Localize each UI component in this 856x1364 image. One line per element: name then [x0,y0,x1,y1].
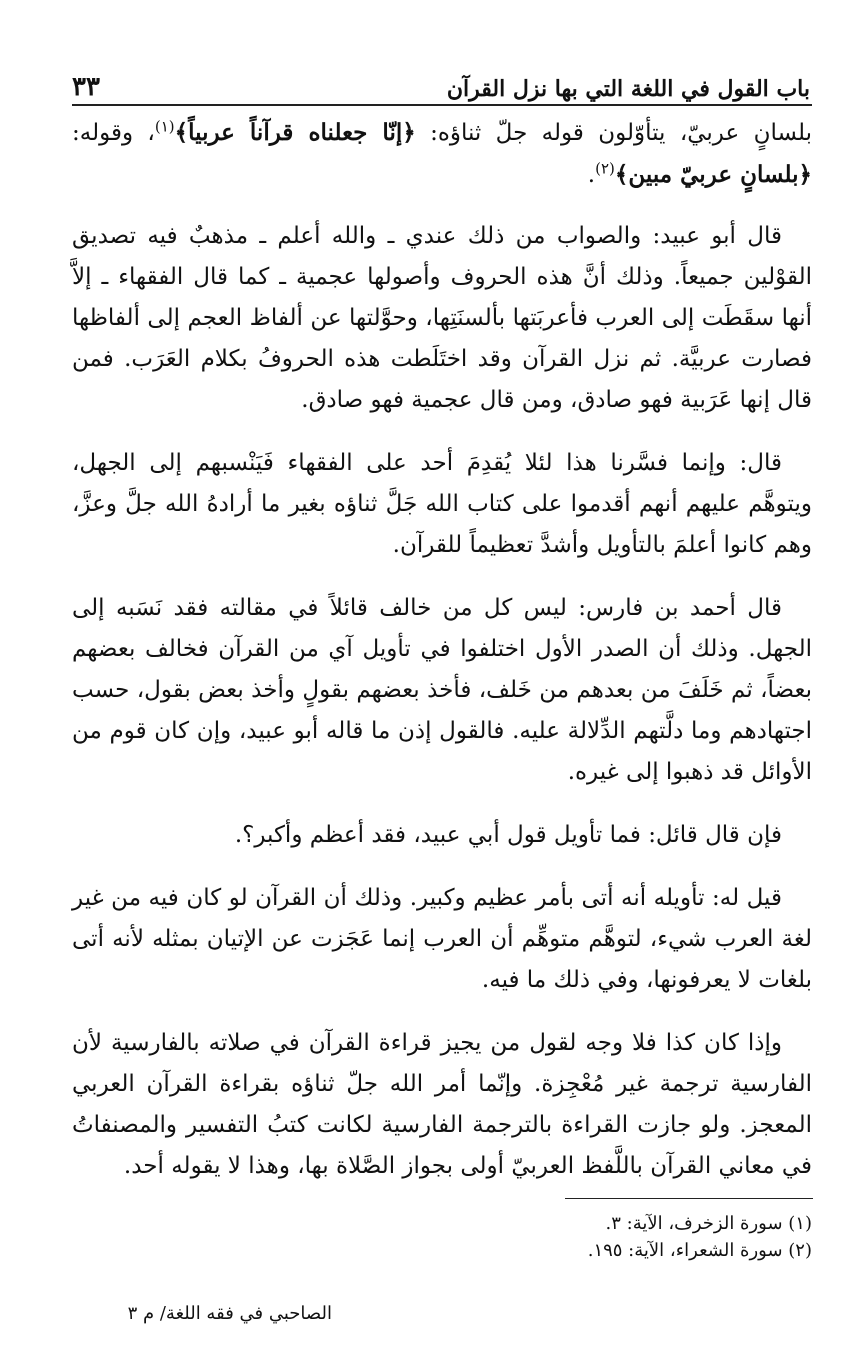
paragraph: قيل له: تأويله أنه أتى بأمر عظيم وكبير. وذلك أن القرآن لو كان فيه من غير لغة العرب شيء، لتوهَّم متوهِّم أن العرب إنما عَجَزت عن الإتيان بمثله لأنه أتى بلغات لا يعرفونها، وفي ذلك ما فيه. [72,885,812,993]
footnote: (١) سورة الزخرف، الآية: ٣. [605,1213,812,1234]
footnote: (٢) سورة الشعراء، الآية: ١٩٥. [587,1240,812,1261]
paragraph [72,112,812,196]
paragraph: قال: وإنما فسَّرنا هذا لئلا يُقدِمَ أحد على الفقهاء فَيَنْسبهم إلى الجهل، ويتوهَّم عليهم أنهم أقدموا على كتاب الله جَلَّ ثناؤه بغير ما أرادهُ الله جلَّ وعزَّ، وهم كانوا أعلمَ بالتأويل وأشدَّ تعظيماً للقرآن. [72,450,812,558]
paragraph: فإن قال قائل: فما تأويل قول أبي عبيد، فقد أعظم وأكبر؟. [234,822,782,848]
paragraph: قال أبو عبيد: والصواب من ذلك عندي ـ والله أعلم ـ مذهبٌ فيه تصديق القوْلين جميعاً. وذلك أنَّ هذه الحروف وأصولها عجمية ـ كما قال الفقهاء ـ إلاَّ أنها سقَطَت إلى العرب فأعربَتها بألسنَتِها، وحوَّلتها عن ألفاظ العجم إلى ألفاظها فصارت عربيَّة. ثم نزل القرآن وقد اختَلَطت هذه الحروفُ بكلام العَرَب. فمن قال إنها عَرَبية فهو صادق، ومن قال عجمية فهو صادق. [72,223,812,413]
page-number: ٣٣ [72,72,100,102]
footnotes [72,1210,812,1264]
running-title: باب القول في اللغة التي بها نزل القرآن [446,76,810,102]
text-run: ، وقوله: [72,120,155,146]
header-rule [72,104,812,106]
footnote-ref: (٢) [595,159,615,178]
footnote-ref: (١) [154,117,175,136]
text-run: بلسانٍ عربيّ، يتأوّلون قوله جلّ ثناؤه: [415,120,813,146]
footnote-rule [565,1198,813,1199]
paragraph: قال أحمد بن فارس: ليس كل من خالف قائلاً في مقالته فقد نَسَبه إلى الجهل. وذلك أن الصدر الأول اختلفوا في تأويل آي من القرآن فخالف بعضهم بعضاً، ثم خَلَفَ من بعدهم من خَلف، فأخذ بعضهم بقولٍ وأخذ بعض بقول، حسب اجتهادهم وما دلَّتهم الدِّلالة عليه. فالقول إذن ما قاله أبو عبيد، وإن كان قوم من الأوائل قد ذهبوا إلى غيره. [72,595,812,785]
paragraph: وإذا كان كذا فلا وجه لقول من يجيز قراءة القرآن في صلاته بالفارسية لأن الفارسية ترجمة غير مُعْجِزة. وإنّما أمر الله جلّ ثناؤه بقراءة القرآن العربي المعجز. ولو جازت القراءة بالترجمة الفارسية لكانت كتبُ التفسير والمصنفاتُ في معاني القرآن باللَّفظ العربيّ أولى بجواز الصَّلاة بها، وهذا لا يقوله أحد. [72,1030,812,1179]
signature-mark: الصاحبي في فقه اللغة/ م ٣ [127,1303,332,1324]
body-text [72,112,812,1209]
page-header [72,62,810,102]
quran-quote: ﴿إنّا جعلناه قرآناً عربياً﴾ [174,119,416,146]
quran-quote: ﴿بلسانٍ عربيّ مبين﴾ [614,161,812,188]
text-run: . [587,162,596,188]
